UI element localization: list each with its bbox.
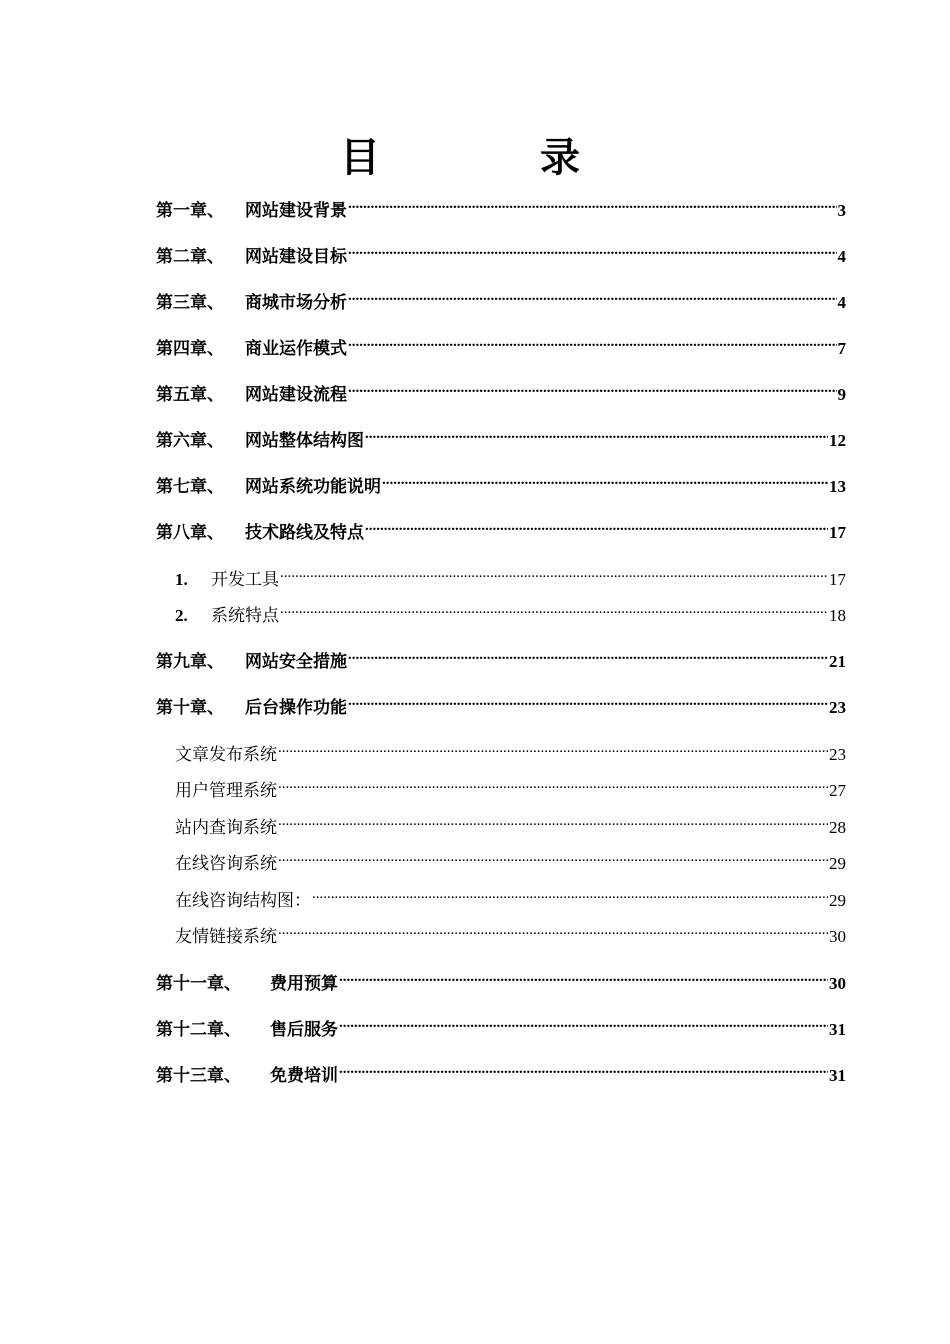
- toc-entry-number: 第三章、: [156, 293, 224, 312]
- dot-leader: [365, 514, 828, 538]
- toc-entry-number: 第五章、: [156, 385, 224, 404]
- toc-entry[interactable]: [156, 376, 846, 404]
- toc-entry[interactable]: [156, 689, 846, 717]
- dot-leader: [280, 561, 828, 585]
- toc-entry-label: 文章发布系统: [175, 745, 277, 764]
- toc-entry-page: 28: [829, 818, 846, 837]
- toc-entry-page: 9: [837, 385, 846, 404]
- toc-entry-label: 用户管理系统: [175, 781, 277, 800]
- toc-entry-page: 31: [829, 1066, 846, 1085]
- toc-entry-page: 4: [837, 293, 846, 312]
- dot-leader: [348, 376, 837, 400]
- toc-entry-label: 友情链接系统: [175, 927, 277, 946]
- toc-entry-page: 31: [829, 1020, 846, 1039]
- toc-entry-page: 17: [829, 570, 846, 589]
- dot-leader: [278, 809, 828, 833]
- toc-entry-number: 第一章、: [156, 201, 224, 220]
- toc-subentry[interactable]: [175, 561, 846, 589]
- toc-entry-number: 第十章、: [156, 698, 224, 717]
- toc-entry-label: 在线咨询结构图：: [175, 891, 311, 910]
- dot-leader: [280, 597, 828, 621]
- toc-entry-label: 网站建设背景: [245, 201, 347, 220]
- toc-entry-page: 21: [829, 652, 846, 671]
- toc-entry-label: 后台操作功能: [245, 698, 347, 717]
- dot-leader: [339, 1011, 828, 1035]
- toc-entry-page: 30: [829, 974, 846, 993]
- toc-entry[interactable]: [156, 468, 846, 496]
- toc-entry-page: 23: [829, 698, 846, 717]
- toc-entry-number: 第七章、: [156, 477, 224, 496]
- toc-entry-label: 网站整体结构图: [245, 431, 364, 450]
- toc-entry-number: 第六章、: [156, 431, 224, 450]
- toc-entry-page: 4: [837, 247, 846, 266]
- toc-entry-page: 7: [837, 339, 846, 358]
- toc-entry-label: 商城市场分析: [245, 293, 347, 312]
- toc-subentry[interactable]: [175, 736, 846, 764]
- toc-entry[interactable]: [156, 284, 846, 312]
- dot-leader: [278, 772, 828, 796]
- toc-entry-label: 网站建设目标: [245, 247, 347, 266]
- dot-leader: [348, 284, 837, 308]
- toc-entry[interactable]: [156, 238, 846, 266]
- toc-entry-page: 18: [829, 606, 846, 625]
- dot-leader: [348, 238, 837, 262]
- toc-entry[interactable]: [156, 514, 846, 542]
- dot-leader: [339, 965, 828, 989]
- toc-entry-label: 网站安全措施: [245, 652, 347, 671]
- dot-leader: [365, 422, 828, 446]
- dot-leader: [339, 1057, 828, 1081]
- toc-entry-number: 1.: [175, 570, 188, 589]
- toc-entry[interactable]: [156, 192, 846, 220]
- toc-entry-label: 在线咨询系统: [175, 854, 277, 873]
- toc-entry-page: 17: [829, 523, 846, 542]
- toc-title: 目 录: [340, 135, 640, 180]
- toc-entry-number: 第十二章、: [156, 1020, 241, 1039]
- toc-entry-page: 30: [829, 927, 846, 946]
- toc-entry-label: 站内查询系统: [175, 818, 277, 837]
- toc-subentry[interactable]: [175, 845, 846, 873]
- dot-leader: [348, 689, 828, 713]
- toc-entry-number: 第九章、: [156, 652, 224, 671]
- dot-leader: [312, 882, 828, 906]
- dot-leader: [348, 192, 837, 216]
- toc-entry-number: 2.: [175, 606, 188, 625]
- toc-entry[interactable]: [156, 1057, 846, 1085]
- toc-entry-page: 27: [829, 781, 846, 800]
- toc-entry-label: 开发工具: [211, 570, 279, 589]
- toc-entry[interactable]: [156, 643, 846, 671]
- toc-entry-page: 23: [829, 745, 846, 764]
- toc-subentry[interactable]: [175, 882, 846, 910]
- toc-entry-page: 29: [829, 854, 846, 873]
- toc-subentry[interactable]: [175, 772, 846, 800]
- dot-leader: [348, 643, 828, 667]
- dot-leader: [348, 330, 837, 354]
- toc-entry-page: 12: [829, 431, 846, 450]
- toc-entry[interactable]: [156, 1011, 846, 1039]
- toc-entry-number: 第十三章、: [156, 1066, 241, 1085]
- toc-subentry[interactable]: [175, 809, 846, 837]
- toc-entry-label: 系统特点: [211, 606, 279, 625]
- toc-entry-page: 3: [837, 201, 846, 220]
- toc-entry-label: 技术路线及特点: [245, 523, 364, 542]
- toc-entry[interactable]: [156, 330, 846, 358]
- dot-leader: [278, 736, 828, 760]
- toc-subentry[interactable]: [175, 918, 846, 946]
- toc-entry-label: 售后服务: [270, 1020, 338, 1039]
- toc-entry-label: 商业运作模式: [245, 339, 347, 358]
- toc-entry-page: 13: [829, 477, 846, 496]
- toc-subentry[interactable]: [175, 597, 846, 625]
- toc-entry-page: 29: [829, 891, 846, 910]
- toc-entry-number: 第二章、: [156, 247, 224, 266]
- dot-leader: [382, 468, 828, 492]
- toc-entry-number: 第四章、: [156, 339, 224, 358]
- toc-entry[interactable]: [156, 422, 846, 450]
- dot-leader: [278, 918, 828, 942]
- dot-leader: [278, 845, 828, 869]
- toc-entry-number: 第八章、: [156, 523, 224, 542]
- toc-entry-label: 网站建设流程: [245, 385, 347, 404]
- toc-entry-number: 第十一章、: [156, 974, 241, 993]
- toc-entry-label: 免费培训: [270, 1066, 338, 1085]
- toc-entry-label: 网站系统功能说明: [245, 477, 381, 496]
- toc-entry-label: 费用预算: [270, 974, 338, 993]
- toc-entry[interactable]: [156, 965, 846, 993]
